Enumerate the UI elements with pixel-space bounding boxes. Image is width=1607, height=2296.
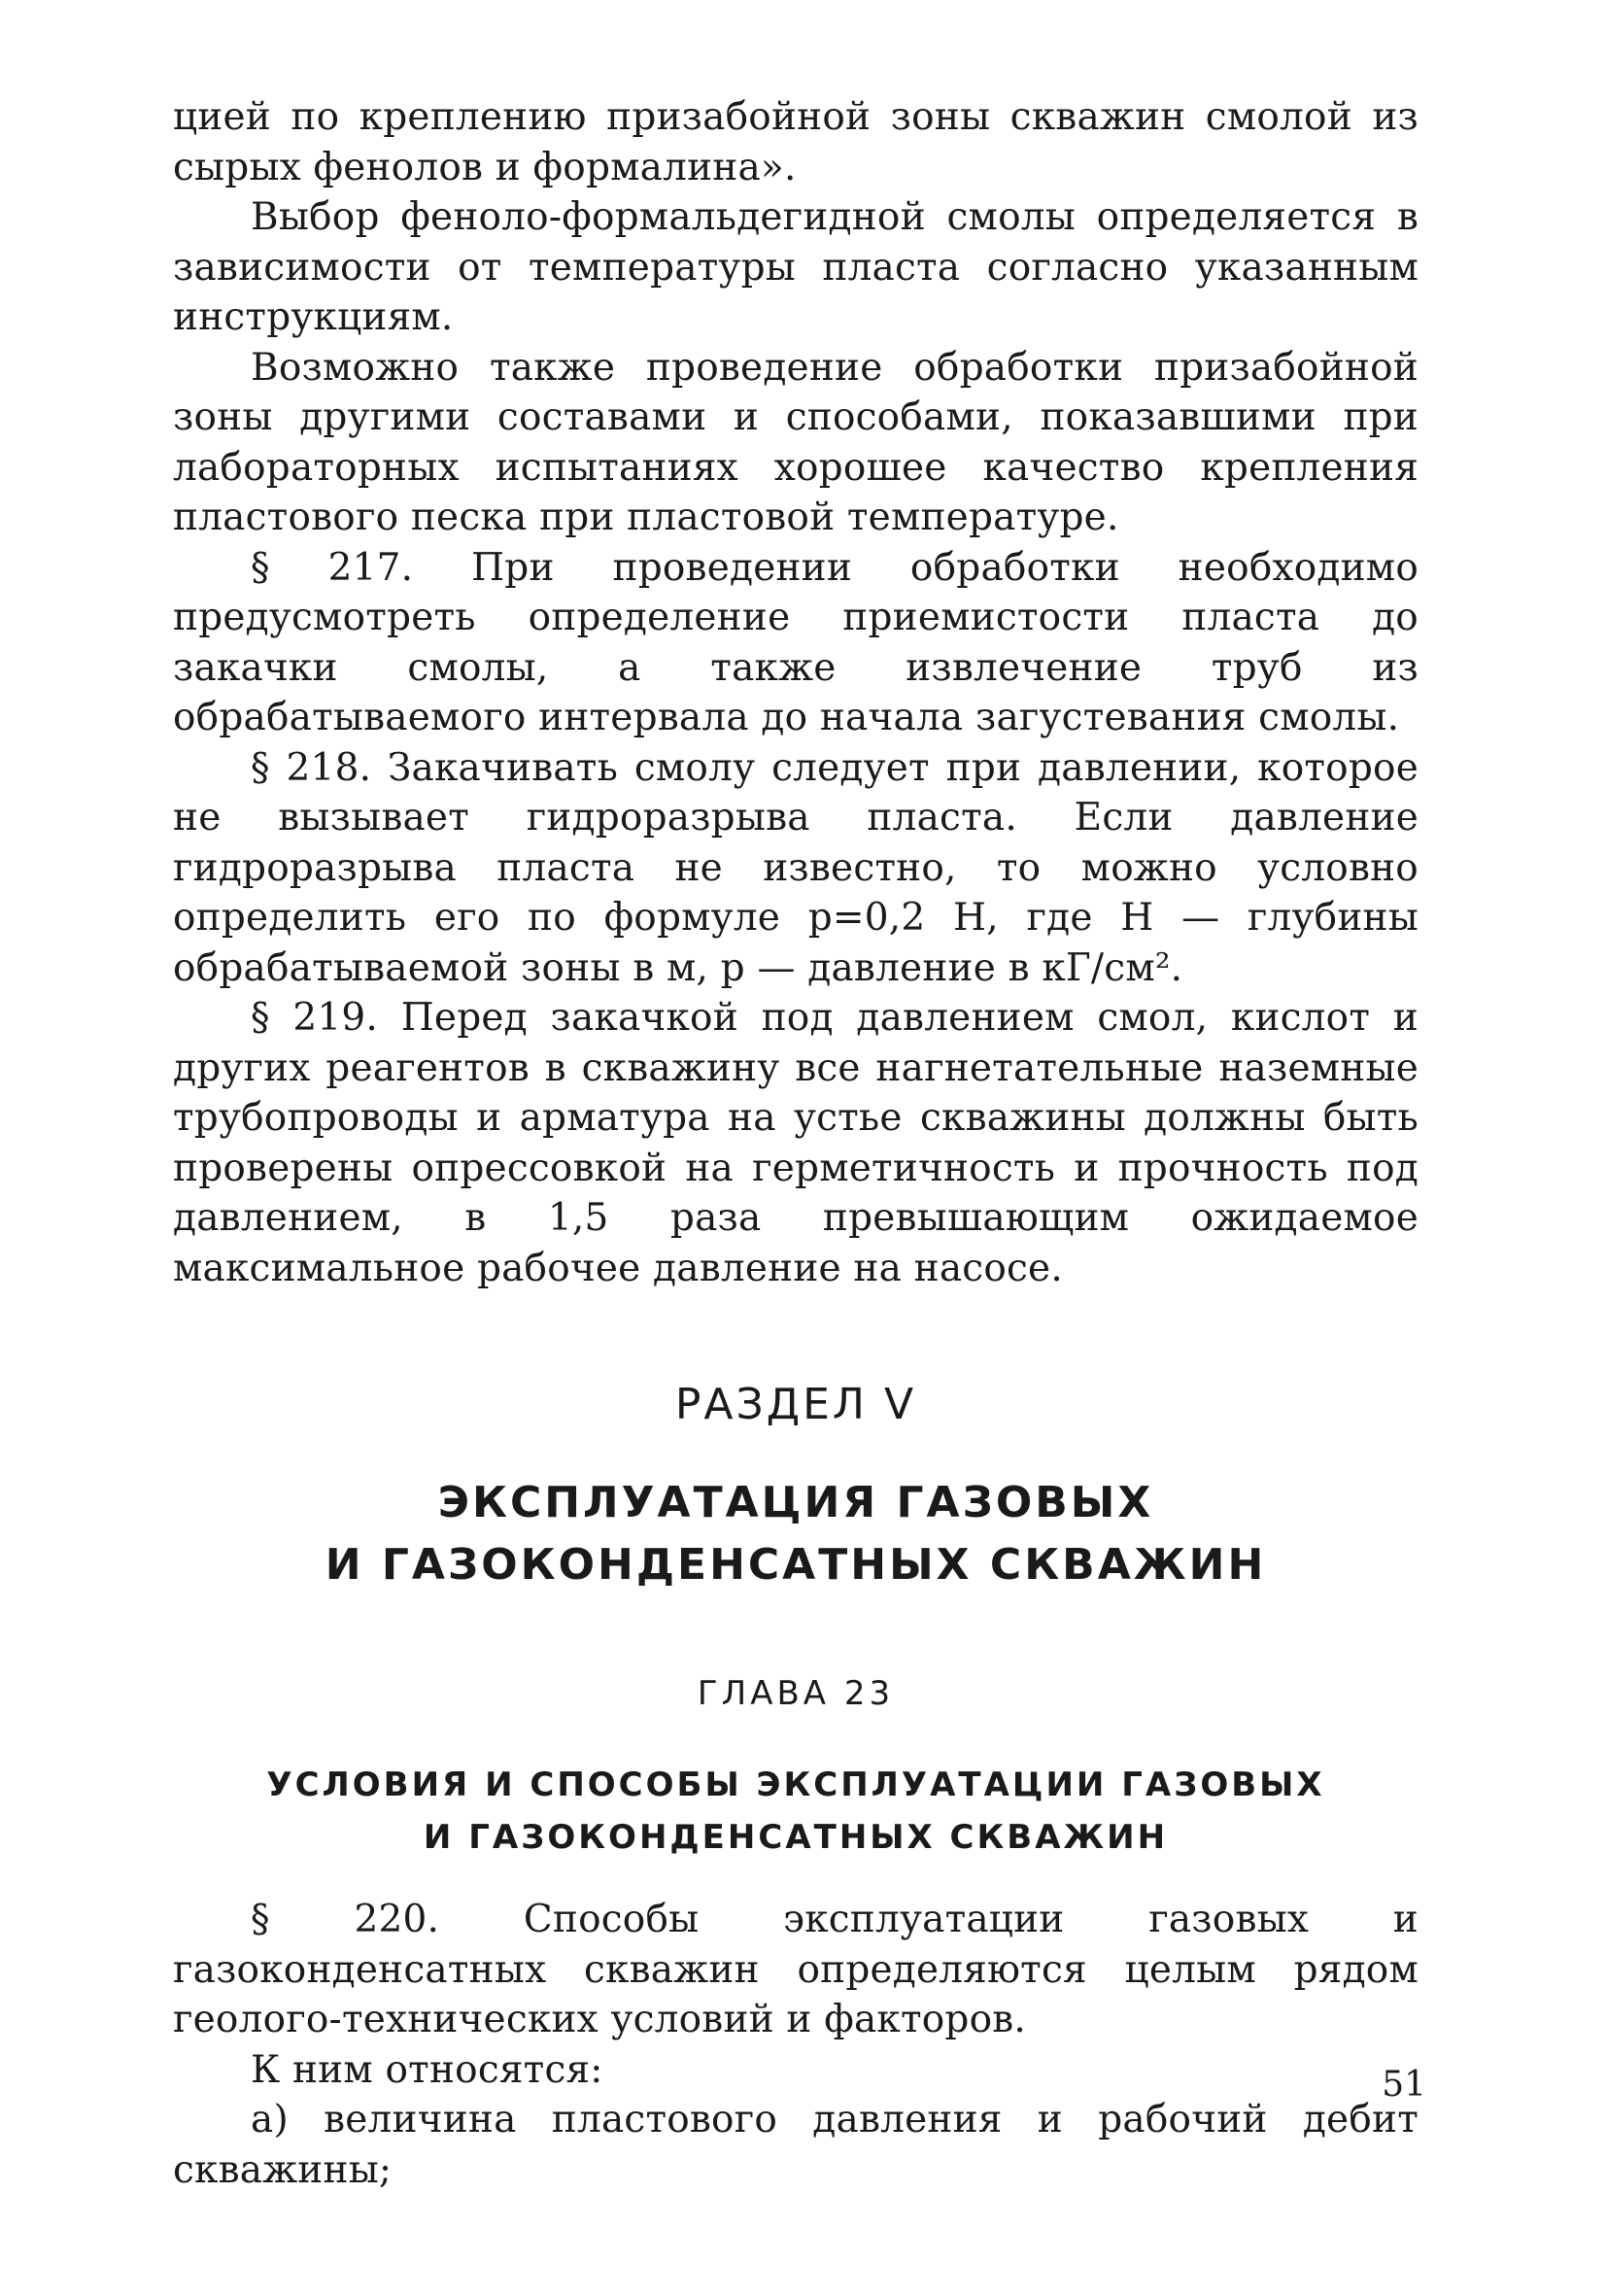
paragraph-continuation: цией по креплению призабойной зоны скважин смолой из сырых фенолов и формалина». [173, 95, 1419, 189]
paragraph-220: § 220. Способы эксплуатации газовых и газоконденсатных скважин определяются целым рядом геолого-технических условий и факторов. [173, 1898, 1419, 2041]
paragraph-219: § 219. Перед закачкой под давлением смол, кислот и других реагентов в скважину все нагнетательные наземные трубопроводы и арматура на устье скважины должны быть проверены опрессовкой на герметичность и прочность под давлением, в 1,5 раза превышающим ожидаемое максимальное рабочее давление на насосе. [173, 996, 1419, 1290]
list-item-a: а) величина пластового давления и рабочий дебит скважины; [173, 2098, 1419, 2192]
chapter-body-text [173, 1895, 1419, 2195]
chapter-label: ГЛАВА 23 [697, 1674, 895, 1713]
paragraph-217: § 217. При проведении обработки необходимо предусмотреть определение приемистости пласта до закачки смолы, а также извлечение труб из обрабатываемого интервала до начала загустевания смолы. [173, 545, 1419, 739]
section-title-line-2: И ГАЗОКОНДЕНСАТНЫХ СКВАЖИН [325, 1540, 1267, 1590]
section-title-line-1: ЭКСПЛУАТАЦИЯ ГАЗОВЫХ [437, 1478, 1154, 1527]
page-number: 51 [1382, 2065, 1426, 2105]
section-label: РАЗДЕЛ V [674, 1380, 917, 1429]
chapter-title [173, 1759, 1419, 1864]
paragraph-factors-intro: К ним относятся: [251, 2047, 603, 2092]
chapter-title-line-2: И ГАЗОКОНДЕНСАТНЫХ СКВАЖИН [423, 1818, 1169, 1857]
paragraph-resin-choice: Выбор феноло-формальдегидной смолы определяется в зависимости от температуры пласта согласно указанным инструкциям. [173, 195, 1419, 339]
chapter-title-line-1: УСЛОВИЯ И СПОСОБЫ ЭКСПЛУАТАЦИИ ГАЗОВЫХ [266, 1765, 1325, 1804]
body-text [173, 92, 1419, 1293]
paragraph-218: § 218. Закачивать смолу следует при давлении, которое не вызывает гидроразрыва пласта. Если давление гидроразрыва пласта не известно, то можно условно определить его по формуле p=0,2 H, где H — глубины обрабатываемой зоны в м, p — давление в кГ/см². [173, 745, 1419, 990]
section-title [173, 1472, 1419, 1596]
document-page [173, 92, 1426, 2192]
paragraph-other-methods: Возможно также проведение обработки призабойной зоны другими составами и способами, показавшими при лабораторных испытаниях хорошее качество крепления пластового песка при пластовой температуре. [173, 345, 1419, 539]
